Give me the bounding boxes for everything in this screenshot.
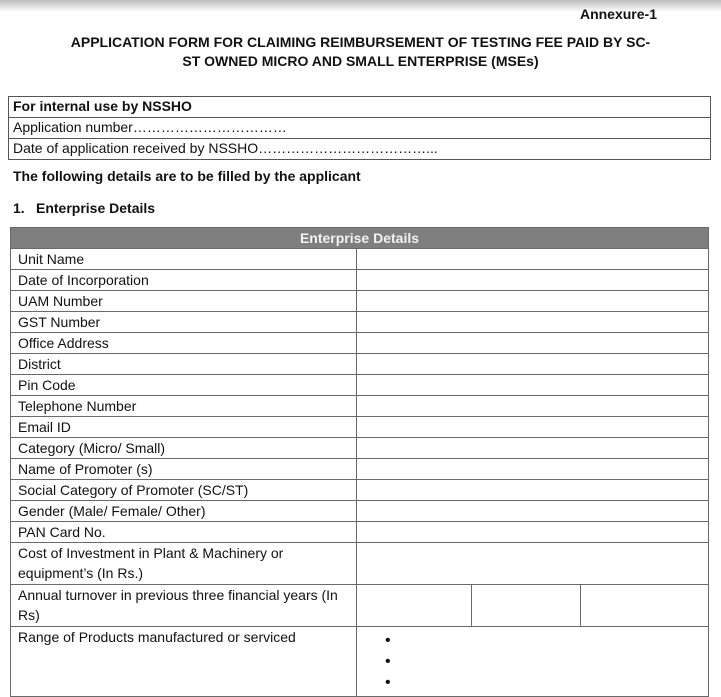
pin-code-field[interactable] — [357, 375, 709, 396]
annual-turnover-cells — [357, 585, 709, 627]
internal-use-box — [8, 96, 711, 160]
row-label: Range of Products manufactured or serviced — [11, 627, 357, 697]
row-label: Unit Name — [11, 249, 357, 270]
unit-name-field[interactable] — [357, 249, 709, 270]
table-row — [11, 312, 709, 333]
table-row — [11, 522, 709, 543]
turnover-year-3-field[interactable] — [580, 585, 708, 626]
row-label: Pin Code — [11, 375, 357, 396]
table-row — [11, 543, 709, 585]
table-row — [11, 249, 709, 270]
table-row — [11, 585, 709, 627]
applicant-instruction: The following details are to be filled by the applicant — [13, 168, 361, 184]
row-label: Office Address — [11, 333, 357, 354]
telephone-number-field[interactable] — [357, 396, 709, 417]
date-received-field[interactable]: Date of application received by NSSHO………………………………... — [13, 140, 438, 156]
table-row — [11, 438, 709, 459]
annexure-label: Annexure-1 — [579, 6, 657, 22]
form-title-line-2: ST OWNED MICRO AND SMALL ENTERPRISE (MSEs) — [182, 53, 539, 69]
table-row — [11, 480, 709, 501]
gender-field[interactable] — [357, 501, 709, 522]
row-label: UAM Number — [11, 291, 357, 312]
section-title: Enterprise Details — [36, 200, 156, 216]
bullet-item[interactable] — [385, 675, 708, 696]
office-address-field[interactable] — [357, 333, 709, 354]
table-row — [11, 501, 709, 522]
promoter-name-field[interactable] — [357, 459, 709, 480]
email-id-field[interactable] — [357, 417, 709, 438]
table-row — [11, 459, 709, 480]
row-label: Name of Promoter (s) — [11, 459, 357, 480]
table-row — [11, 375, 709, 396]
enterprise-details-table — [10, 227, 709, 697]
section-heading — [13, 200, 155, 216]
turnover-year-2-field[interactable] — [471, 585, 580, 626]
investment-cost-field[interactable] — [357, 543, 709, 585]
table-row — [11, 270, 709, 291]
row-label: Gender (Male/ Female/ Other) — [11, 501, 357, 522]
row-label: GST Number — [11, 312, 357, 333]
table-row — [11, 627, 709, 697]
row-label: Telephone Number — [11, 396, 357, 417]
row-label: Email ID — [11, 417, 357, 438]
row-label: Social Category of Promoter (SC/ST) — [11, 480, 357, 501]
application-number-field[interactable]: Application number…………………………… — [9, 118, 710, 139]
social-category-field[interactable] — [357, 480, 709, 501]
form-title — [0, 33, 721, 71]
products-bullet-list — [357, 627, 708, 696]
section-number: 1. — [13, 200, 25, 216]
row-label: Annual turnover in previous three financial years (In Rs) — [11, 585, 357, 627]
date-of-incorporation-field[interactable] — [357, 270, 709, 291]
table-row — [11, 354, 709, 375]
uam-number-field[interactable] — [357, 291, 709, 312]
row-label: Cost of Investment in Plant & Machinery or equipment’s (In Rs.) — [11, 543, 357, 585]
district-field[interactable] — [357, 354, 709, 375]
table-row — [11, 291, 709, 312]
internal-use-heading: For internal use by NSSHO — [9, 97, 710, 118]
turnover-year-1-field[interactable] — [357, 585, 471, 626]
gst-number-field[interactable] — [357, 312, 709, 333]
row-label: Category (Micro/ Small) — [11, 438, 357, 459]
table-header: Enterprise Details — [11, 228, 709, 249]
category-field[interactable] — [357, 438, 709, 459]
bullet-item[interactable] — [385, 633, 708, 654]
products-range-field[interactable] — [357, 627, 709, 697]
row-label: District — [11, 354, 357, 375]
row-label: Date of Incorporation — [11, 270, 357, 291]
table-row — [11, 396, 709, 417]
form-title-line-1: APPLICATION FORM FOR CLAIMING REIMBURSEMENT OF TESTING FEE PAID BY SC- — [70, 34, 651, 50]
bullet-item[interactable] — [385, 654, 708, 675]
row-label: PAN Card No. — [11, 522, 357, 543]
table-row — [11, 417, 709, 438]
pan-card-field[interactable] — [357, 522, 709, 543]
table-row — [11, 333, 709, 354]
